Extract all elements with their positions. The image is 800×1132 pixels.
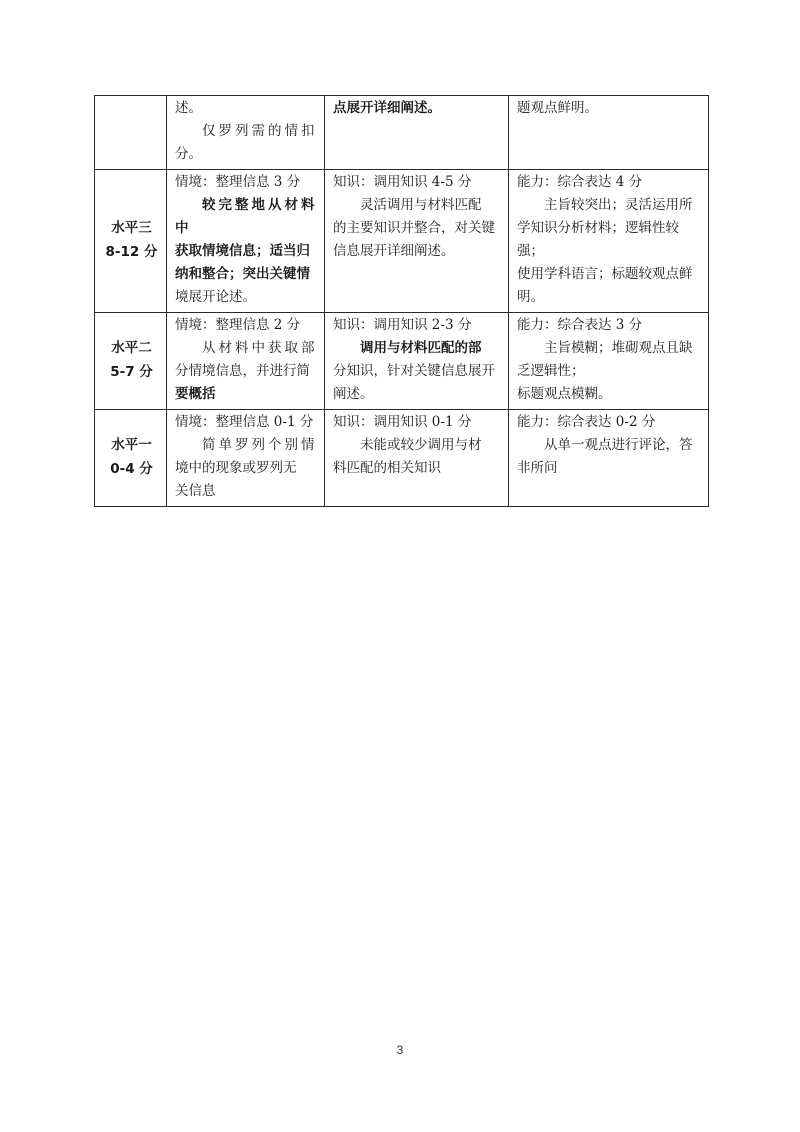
knowledge-head: 知识：调用知识 0-1 分 (333, 414, 472, 430)
ability-line: 非所问 (517, 460, 558, 476)
level-score: 5-7 分 (110, 364, 153, 380)
situation-cell (167, 410, 325, 507)
situation-line: 分。 (175, 146, 202, 162)
ability-cell (509, 313, 709, 410)
knowledge-head: 知识：调用知识 2-3 分 (333, 317, 472, 333)
knowledge-line: 阐述。 (333, 386, 374, 402)
level-cell (95, 410, 167, 507)
scoring-rubric-table (94, 95, 709, 507)
knowledge-cell (325, 96, 509, 170)
situation-line: 关信息 (175, 483, 216, 499)
knowledge-line: 料匹配的相关知识 (333, 460, 441, 476)
level-score: 0-4 分 (110, 461, 153, 477)
ability-head: 能力：综合表达 0-2 分 (517, 414, 656, 430)
table-row-continuation (95, 96, 709, 170)
table-row-level-3 (95, 170, 709, 313)
ability-line: 明。 (517, 289, 544, 305)
level-score: 8-12 分 (105, 244, 158, 260)
ability-line: 题观点鲜明。 (517, 100, 598, 116)
ability-line: 主旨较突出；灵活运用所 (544, 197, 693, 213)
page-number: 3 (396, 1043, 404, 1057)
level-cell (95, 313, 167, 410)
ability-line: 从单一观点进行评论，答 (544, 437, 693, 453)
knowledge-cell (325, 313, 509, 410)
knowledge-line: 调用与材料匹配的部 (360, 340, 482, 356)
ability-line: 乏逻辑性； (517, 363, 585, 379)
ability-line: 使用学科语言；标题较观点鲜 (517, 266, 693, 282)
situation-head: 情境：整理信息 0-1 分 (175, 414, 314, 430)
situation-line: 简单罗列个别情 (202, 437, 318, 453)
ability-head: 能力：综合表达 3 分 (517, 317, 643, 333)
knowledge-line: 信息展开详细阐述。 (333, 243, 455, 259)
knowledge-line: 分知识，针对关键信息展开 (333, 363, 495, 379)
knowledge-line: 灵活调用与材料匹配 (360, 197, 482, 213)
level-name: 水平二 (111, 340, 152, 356)
situation-line: 境中的现象或罗列无 (175, 460, 297, 476)
ability-cell (509, 170, 709, 313)
situation-line: 纳和整合；突出关键情 (175, 266, 310, 282)
ability-head: 能力：综合表达 4 分 (517, 174, 643, 190)
level-name: 水平一 (111, 437, 152, 453)
table-row-level-1 (95, 410, 709, 507)
situation-cell (167, 170, 325, 313)
situation-line: 要概括 (175, 386, 216, 402)
situation-line: 获取情境信息；适当归 (175, 243, 310, 259)
level-cell (95, 170, 167, 313)
level-name: 水平三 (111, 220, 152, 236)
ability-line: 学知识分析材料；逻辑性较强； (517, 220, 679, 259)
ability-line: 标题观点模糊。 (517, 386, 612, 402)
situation-head: 情境：整理信息 2 分 (175, 317, 301, 333)
ability-cell (509, 410, 709, 507)
situation-line: 较完整地从材料中 (175, 197, 318, 236)
table-row-level-2 (95, 313, 709, 410)
ability-cell (509, 96, 709, 170)
situation-cell (167, 96, 325, 170)
situation-line: 境展开论述。 (175, 289, 256, 305)
knowledge-line: 点展开详细阐述。 (333, 100, 441, 116)
level-cell-empty (95, 96, 167, 170)
situation-line: 述。 (175, 100, 202, 116)
situation-cell (167, 313, 325, 410)
situation-line: 仅罗列需的情扣 (202, 123, 318, 139)
knowledge-cell (325, 410, 509, 507)
knowledge-cell (325, 170, 509, 313)
situation-line: 分情境信息，并进行简 (175, 363, 310, 379)
knowledge-line: 未能或较少调用与材 (360, 437, 482, 453)
knowledge-line: 的主要知识并整合，对关键 (333, 220, 495, 236)
situation-head: 情境：整理信息 3 分 (175, 174, 301, 190)
situation-line: 从材料中获取部 (202, 340, 318, 356)
ability-line: 主旨模糊；堆砌观点且缺 (544, 340, 693, 356)
knowledge-head: 知识：调用知识 4-5 分 (333, 174, 472, 190)
